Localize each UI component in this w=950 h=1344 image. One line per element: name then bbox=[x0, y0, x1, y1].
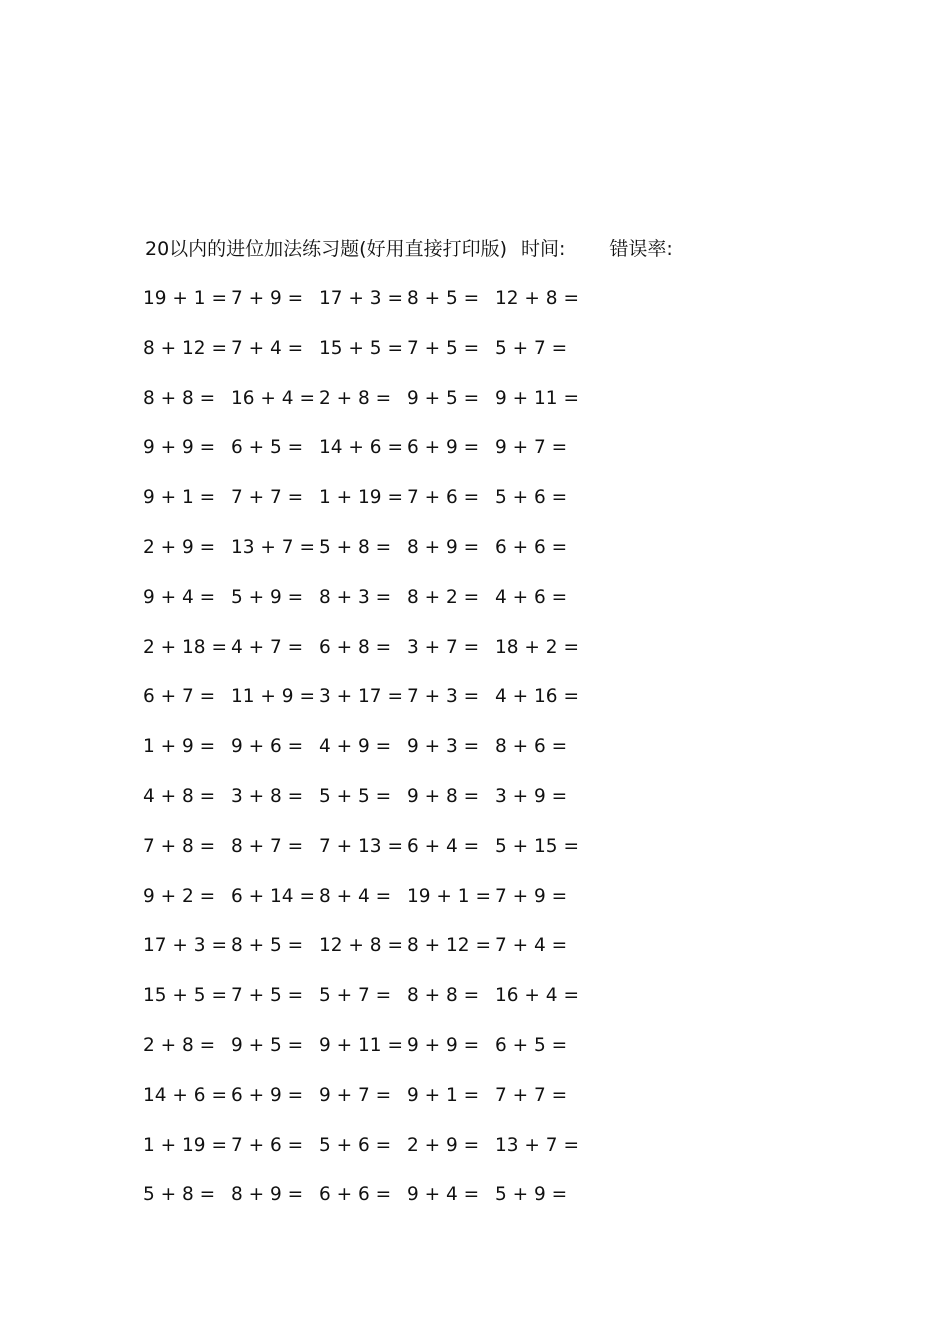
problem-cell: 12 + 8 = bbox=[319, 935, 403, 957]
problem-cell: 4 + 6 = bbox=[495, 586, 568, 608]
problem-cell: 9 + 1 = bbox=[143, 487, 216, 509]
problem-cell: 6 + 4 = bbox=[407, 835, 480, 857]
problem-cell: 7 + 4 = bbox=[495, 935, 568, 957]
problem-cell: 8 + 9 = bbox=[231, 1184, 304, 1206]
problem-row bbox=[145, 485, 605, 535]
problem-cell: 14 + 6 = bbox=[143, 1084, 227, 1106]
problem-cell: 19 + 1 = bbox=[143, 288, 227, 309]
problem-cell: 7 + 9 = bbox=[495, 885, 568, 907]
problem-row bbox=[145, 635, 605, 685]
problem-row bbox=[145, 1133, 605, 1183]
problem-grid bbox=[145, 286, 605, 1232]
problem-cell: 7 + 7 = bbox=[495, 1084, 568, 1106]
problem-cell: 7 + 6 = bbox=[231, 1134, 304, 1156]
problem-row bbox=[145, 435, 605, 485]
problem-cell: 5 + 9 = bbox=[231, 586, 304, 608]
problem-cell: 7 + 8 = bbox=[143, 835, 216, 857]
problem-cell: 19 + 1 = bbox=[407, 885, 491, 907]
worksheet-header bbox=[145, 236, 673, 262]
problem-cell: 7 + 6 = bbox=[407, 487, 480, 509]
problem-cell: 1 + 19 = bbox=[319, 487, 403, 509]
problem-cell: 8 + 7 = bbox=[231, 835, 304, 857]
problem-cell: 8 + 6 = bbox=[495, 736, 568, 758]
problem-cell: 9 + 1 = bbox=[407, 1084, 480, 1106]
problem-cell: 3 + 8 = bbox=[231, 785, 304, 807]
problem-cell: 7 + 7 = bbox=[231, 487, 304, 509]
problem-cell: 17 + 3 = bbox=[319, 288, 403, 309]
problem-cell: 8 + 9 = bbox=[407, 536, 480, 558]
problem-row bbox=[145, 1182, 605, 1232]
problem-row bbox=[145, 933, 605, 983]
problem-cell: 4 + 9 = bbox=[319, 736, 392, 758]
problem-row bbox=[145, 983, 605, 1033]
problem-cell: 5 + 9 = bbox=[495, 1184, 568, 1206]
problem-cell: 7 + 13 = bbox=[319, 835, 403, 857]
problem-cell: 9 + 9 = bbox=[143, 437, 216, 459]
problem-cell: 5 + 15 = bbox=[495, 835, 579, 857]
problem-cell: 5 + 7 = bbox=[495, 337, 568, 359]
problem-cell: 12 + 8 = bbox=[495, 288, 579, 309]
problem-cell: 8 + 3 = bbox=[319, 586, 392, 608]
problem-cell: 13 + 7 = bbox=[495, 1134, 579, 1156]
problem-cell: 3 + 17 = bbox=[319, 686, 403, 708]
problem-cell: 8 + 4 = bbox=[319, 885, 392, 907]
problem-cell: 7 + 3 = bbox=[407, 686, 480, 708]
problem-cell: 15 + 5 = bbox=[319, 337, 403, 359]
problem-cell: 6 + 9 = bbox=[231, 1084, 304, 1106]
problem-cell: 9 + 4 = bbox=[143, 586, 216, 608]
time-label: 时间: bbox=[521, 238, 566, 260]
problem-cell: 3 + 7 = bbox=[407, 636, 480, 658]
problem-row bbox=[145, 286, 605, 336]
problem-cell: 18 + 2 = bbox=[495, 636, 579, 658]
problem-cell: 2 + 9 = bbox=[407, 1134, 480, 1156]
problem-cell: 7 + 5 = bbox=[231, 985, 304, 1007]
problem-cell: 6 + 9 = bbox=[407, 437, 480, 459]
problem-cell: 13 + 7 = bbox=[231, 536, 315, 558]
problem-cell: 11 + 9 = bbox=[231, 686, 315, 708]
problem-cell: 15 + 5 = bbox=[143, 985, 227, 1007]
problem-cell: 16 + 4 = bbox=[231, 387, 315, 409]
problem-cell: 9 + 5 = bbox=[231, 1034, 304, 1056]
problem-cell: 9 + 9 = bbox=[407, 1034, 480, 1056]
problem-cell: 7 + 9 = bbox=[231, 288, 304, 309]
problem-cell: 2 + 18 = bbox=[143, 636, 227, 658]
problem-cell: 8 + 5 = bbox=[231, 935, 304, 957]
problem-cell: 5 + 8 = bbox=[319, 536, 392, 558]
problem-cell: 5 + 8 = bbox=[143, 1184, 216, 1206]
problem-cell: 16 + 4 = bbox=[495, 985, 579, 1007]
problem-cell: 7 + 4 = bbox=[231, 337, 304, 359]
problem-cell: 5 + 6 = bbox=[495, 487, 568, 509]
problem-row bbox=[145, 834, 605, 884]
problem-row bbox=[145, 535, 605, 585]
problem-cell: 17 + 3 = bbox=[143, 935, 227, 957]
problem-cell: 7 + 5 = bbox=[407, 337, 480, 359]
problem-cell: 6 + 5 = bbox=[231, 437, 304, 459]
problem-cell: 6 + 14 = bbox=[231, 885, 315, 907]
problem-cell: 8 + 2 = bbox=[407, 586, 480, 608]
problem-cell: 9 + 7 = bbox=[495, 437, 568, 459]
problem-row bbox=[145, 734, 605, 784]
problem-row bbox=[145, 1083, 605, 1133]
problem-cell: 8 + 12 = bbox=[407, 935, 491, 957]
problem-cell: 9 + 7 = bbox=[319, 1084, 392, 1106]
problem-row bbox=[145, 884, 605, 934]
error-rate-label: 错误率: bbox=[609, 238, 673, 260]
problem-row bbox=[145, 336, 605, 386]
problem-cell: 1 + 19 = bbox=[143, 1134, 227, 1156]
problem-cell: 14 + 6 = bbox=[319, 437, 403, 459]
problem-row bbox=[145, 585, 605, 635]
problem-cell: 8 + 8 = bbox=[143, 387, 216, 409]
problem-cell: 9 + 8 = bbox=[407, 785, 480, 807]
problem-cell: 2 + 8 = bbox=[319, 387, 392, 409]
problem-cell: 6 + 7 = bbox=[143, 686, 216, 708]
problem-cell: 9 + 11 = bbox=[319, 1034, 403, 1056]
problem-cell: 9 + 4 = bbox=[407, 1184, 480, 1206]
problem-cell: 4 + 8 = bbox=[143, 785, 216, 807]
problem-cell: 4 + 16 = bbox=[495, 686, 579, 708]
problem-cell: 9 + 11 = bbox=[495, 387, 579, 409]
problem-cell: 6 + 6 = bbox=[319, 1184, 392, 1206]
problem-cell: 3 + 9 = bbox=[495, 785, 568, 807]
problem-row bbox=[145, 386, 605, 436]
worksheet-title: 20以内的进位加法练习题(好用直接打印版) bbox=[145, 238, 508, 260]
problem-cell: 9 + 6 = bbox=[231, 736, 304, 758]
problem-cell: 5 + 6 = bbox=[319, 1134, 392, 1156]
problem-cell: 8 + 12 = bbox=[143, 337, 227, 359]
problem-cell: 8 + 5 = bbox=[407, 288, 480, 309]
problem-cell: 5 + 5 = bbox=[319, 785, 392, 807]
problem-cell: 5 + 7 = bbox=[319, 985, 392, 1007]
problem-row bbox=[145, 1033, 605, 1083]
problem-cell: 9 + 2 = bbox=[143, 885, 216, 907]
problem-cell: 4 + 7 = bbox=[231, 636, 304, 658]
problem-cell: 6 + 8 = bbox=[319, 636, 392, 658]
problem-cell: 9 + 3 = bbox=[407, 736, 480, 758]
problem-row bbox=[145, 784, 605, 834]
problem-cell: 2 + 9 = bbox=[143, 536, 216, 558]
problem-cell: 2 + 8 = bbox=[143, 1034, 216, 1056]
problem-cell: 9 + 5 = bbox=[407, 387, 480, 409]
problem-cell: 1 + 9 = bbox=[143, 736, 216, 758]
problem-row bbox=[145, 684, 605, 734]
problem-cell: 6 + 5 = bbox=[495, 1034, 568, 1056]
problem-cell: 6 + 6 = bbox=[495, 536, 568, 558]
problem-cell: 8 + 8 = bbox=[407, 985, 480, 1007]
